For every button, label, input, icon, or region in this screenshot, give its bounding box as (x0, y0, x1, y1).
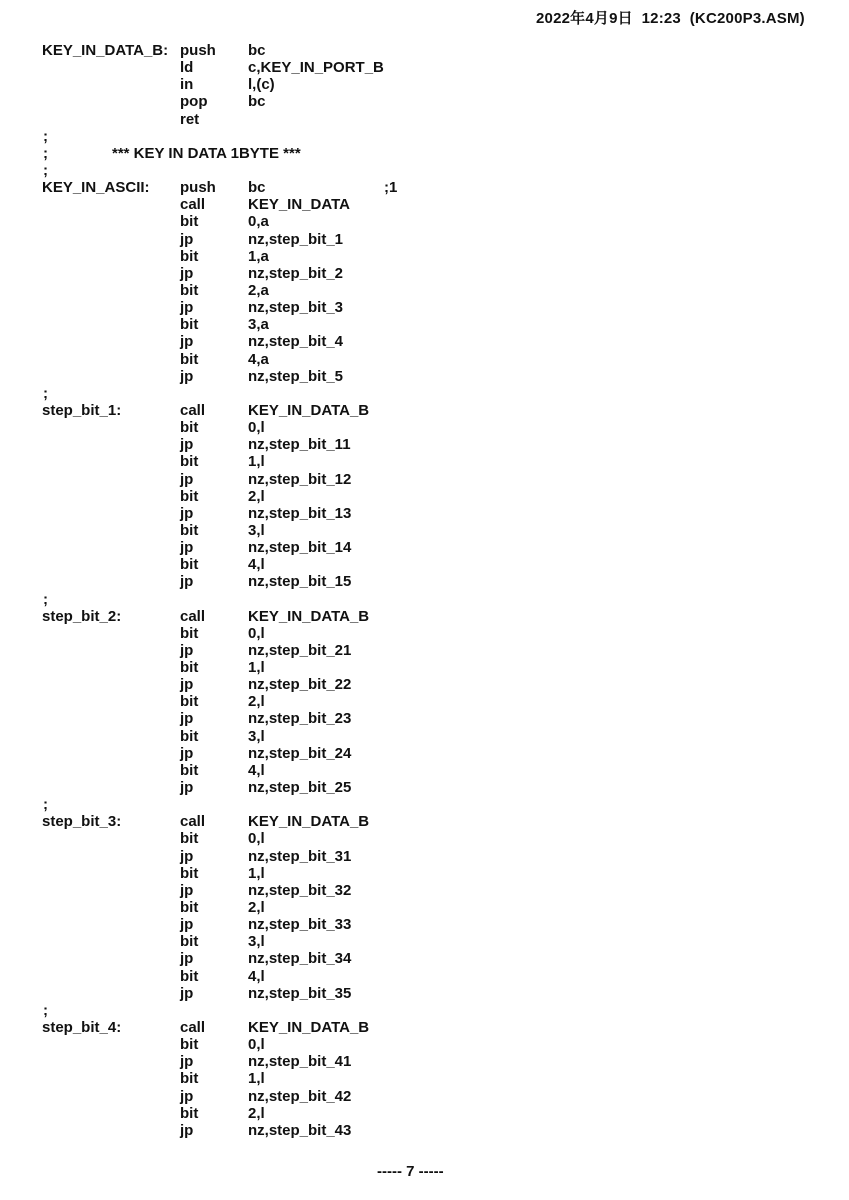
code-line (42, 299, 802, 316)
code-line (42, 282, 802, 299)
code-opcode: jp (180, 641, 194, 659)
header-time: 12:23 (641, 10, 681, 27)
code-operand: KEY_IN_DATA_B (248, 813, 370, 831)
code-operand: nz,step_bit_1 (248, 230, 344, 248)
code-opcode: jp (180, 984, 194, 1002)
code-line (42, 865, 802, 882)
code-opcode: jp (180, 710, 194, 728)
code-label: step_bit_3: (42, 813, 122, 831)
assembly-listing (42, 42, 802, 1139)
comment-marker: ; (43, 590, 48, 608)
code-line (42, 625, 802, 642)
code-opcode: jp (180, 504, 194, 522)
code-line (42, 368, 802, 385)
code-line (42, 265, 802, 282)
code-opcode: jp (180, 847, 194, 865)
code-line (42, 488, 802, 505)
code-label: KEY_IN_ASCII: (42, 179, 150, 197)
code-line (42, 933, 802, 950)
code-label: step_bit_2: (42, 607, 122, 625)
code-opcode: jp (180, 470, 194, 488)
code-operand: 2,a (248, 281, 269, 299)
code-opcode: bit (180, 1070, 199, 1088)
code-opcode: push (180, 42, 216, 59)
code-operand: KEY_IN_DATA_B (248, 401, 370, 419)
code-line (42, 76, 802, 93)
code-line (42, 556, 802, 573)
code-opcode: call (180, 196, 206, 214)
code-opcode: bit (180, 316, 199, 334)
header-date: 2022年4月9日 (536, 10, 633, 27)
code-operand: 0,a (248, 213, 269, 231)
code-line (42, 436, 802, 453)
code-opcode: jp (180, 367, 194, 385)
code-label: step_bit_4: (42, 1019, 122, 1037)
code-operand: 0,l (248, 830, 265, 848)
code-operand: 0,l (248, 1036, 265, 1054)
comment-marker: ; (43, 144, 48, 162)
code-operand: KEY_IN_DATA_B (248, 1019, 370, 1037)
code-opcode: bit (180, 281, 199, 299)
code-operand: nz,step_bit_23 (248, 710, 352, 728)
code-operand: 2,l (248, 487, 265, 505)
code-operand: c,KEY_IN_PORT_B (248, 59, 384, 77)
code-opcode: bit (180, 213, 199, 231)
code-line (42, 796, 802, 813)
code-line (42, 179, 802, 196)
code-operand: nz,step_bit_21 (248, 641, 352, 659)
code-line (42, 1036, 802, 1053)
code-operand: nz,step_bit_3 (248, 299, 344, 317)
code-operand: 2,l (248, 1104, 265, 1122)
code-operand: nz,step_bit_5 (248, 367, 344, 385)
code-label: step_bit_1: (42, 401, 122, 419)
code-opcode: bit (180, 830, 199, 848)
code-opcode: bit (180, 350, 199, 368)
code-operand: nz,step_bit_12 (248, 470, 352, 488)
code-operand: 3,l (248, 727, 265, 745)
page-header (536, 7, 805, 28)
code-operand: nz,step_bit_14 (248, 539, 352, 557)
code-line (42, 162, 802, 179)
code-opcode: jp (180, 1121, 194, 1139)
code-line (42, 1105, 802, 1122)
code-line (42, 248, 802, 265)
code-operand: 1,a (248, 247, 269, 265)
code-line (42, 830, 802, 847)
code-line (42, 505, 802, 522)
code-operand: nz,step_bit_32 (248, 881, 352, 899)
code-operand: 2,l (248, 693, 265, 711)
code-line (42, 899, 802, 916)
code-operand: 4,l (248, 967, 265, 985)
code-line (42, 1053, 802, 1070)
code-opcode: jp (180, 676, 194, 694)
code-line (42, 813, 802, 830)
code-operand: nz,step_bit_2 (248, 264, 344, 282)
code-operand: 2,l (248, 899, 265, 917)
code-label: KEY_IN_DATA_B: (42, 42, 169, 59)
code-operand: nz,step_bit_43 (248, 1121, 352, 1139)
code-line (42, 762, 802, 779)
code-line (42, 591, 802, 608)
comment-marker: ; (43, 1001, 48, 1019)
code-line (42, 676, 802, 693)
code-operand: 0,l (248, 419, 265, 437)
code-opcode: bit (180, 899, 199, 917)
code-line (42, 848, 802, 865)
code-opcode: jp (180, 264, 194, 282)
code-line (42, 745, 802, 762)
code-operand: 4,l (248, 556, 265, 574)
code-line (42, 1070, 802, 1087)
code-line (42, 1002, 802, 1019)
code-line (42, 882, 802, 899)
code-opcode: call (180, 401, 206, 419)
code-line (42, 1019, 802, 1036)
code-operand: nz,step_bit_34 (248, 950, 352, 968)
code-line (42, 93, 802, 110)
code-operand: bc (248, 179, 266, 197)
code-line (42, 385, 802, 402)
code-operand: nz,step_bit_42 (248, 1087, 352, 1105)
code-opcode: bit (180, 521, 199, 539)
code-opcode: jp (180, 744, 194, 762)
code-opcode: bit (180, 419, 199, 437)
code-opcode: bit (180, 967, 199, 985)
code-operand: 4,a (248, 350, 269, 368)
code-line (42, 728, 802, 745)
code-line (42, 419, 802, 436)
code-opcode: jp (180, 436, 194, 454)
code-line (42, 573, 802, 590)
code-operand: bc (248, 42, 266, 59)
code-opcode: bit (180, 1036, 199, 1054)
code-opcode: bit (180, 659, 199, 677)
code-line (42, 710, 802, 727)
code-line (42, 985, 802, 1002)
code-opcode: jp (180, 230, 194, 248)
code-opcode: bit (180, 693, 199, 711)
code-opcode: call (180, 607, 206, 625)
code-operand: nz,step_bit_15 (248, 573, 352, 591)
header-filename: (KC200P3.ASM) (689, 10, 805, 27)
code-operand: 4,l (248, 761, 265, 779)
code-line (42, 539, 802, 556)
code-opcode: bit (180, 864, 199, 882)
code-opcode: pop (180, 93, 208, 111)
comment-marker: ; (43, 161, 48, 179)
code-opcode: bit (180, 933, 199, 951)
code-opcode: bit (180, 1104, 199, 1122)
code-line (42, 1088, 802, 1105)
code-opcode: jp (180, 779, 194, 797)
comment-marker: ; (43, 796, 48, 814)
code-opcode: bit (180, 487, 199, 505)
code-operand: 1,l (248, 659, 265, 677)
code-operand: 1,l (248, 864, 265, 882)
code-operand: nz,step_bit_13 (248, 504, 352, 522)
code-line (42, 196, 802, 213)
code-line (42, 42, 802, 59)
code-opcode: jp (180, 573, 194, 591)
code-operand: l,(c) (248, 76, 275, 94)
code-line (42, 402, 802, 419)
code-line (42, 659, 802, 676)
code-opcode: push (180, 179, 216, 197)
code-operand: 3,l (248, 933, 265, 951)
code-line (42, 213, 802, 230)
code-opcode: bit (180, 727, 199, 745)
code-opcode: jp (180, 539, 194, 557)
code-opcode: bit (180, 556, 199, 574)
code-operand: nz,step_bit_41 (248, 1053, 352, 1071)
code-line (42, 316, 802, 333)
code-opcode: call (180, 1019, 206, 1037)
code-line (42, 111, 802, 128)
code-opcode: jp (180, 299, 194, 317)
code-line (42, 453, 802, 470)
code-operand: nz,step_bit_33 (248, 916, 352, 934)
code-operand: nz,step_bit_24 (248, 744, 352, 762)
code-line (42, 128, 802, 145)
code-opcode: bit (180, 761, 199, 779)
code-operand: 3,l (248, 521, 265, 539)
code-line (42, 779, 802, 796)
code-operand: KEY_IN_DATA_B (248, 607, 370, 625)
code-opcode: jp (180, 881, 194, 899)
code-line (42, 333, 802, 350)
code-line (42, 59, 802, 76)
code-operand: KEY_IN_DATA (248, 196, 350, 214)
code-opcode: bit (180, 453, 199, 471)
code-line (42, 231, 802, 248)
code-operand: 1,l (248, 453, 265, 471)
code-operand: nz,step_bit_11 (248, 436, 351, 454)
code-operand: bc (248, 93, 266, 111)
code-operand: 1,l (248, 1070, 265, 1088)
code-opcode: ld (180, 59, 194, 77)
code-opcode: bit (180, 247, 199, 265)
section-title: *** KEY IN DATA 1BYTE *** (112, 144, 301, 162)
comment-marker: ; (43, 384, 48, 402)
code-opcode: call (180, 813, 206, 831)
code-operand: nz,step_bit_4 (248, 333, 344, 351)
code-operand: nz,step_bit_31 (248, 847, 352, 865)
code-opcode: bit (180, 624, 199, 642)
code-operand: nz,step_bit_25 (248, 779, 352, 797)
code-line (42, 608, 802, 625)
code-line (42, 916, 802, 933)
code-opcode: in (180, 76, 194, 94)
code-line (42, 968, 802, 985)
code-opcode: jp (180, 916, 194, 934)
code-line (42, 522, 802, 539)
code-comment: ;1 (384, 179, 398, 197)
code-operand: nz,step_bit_35 (248, 984, 352, 1002)
code-line (42, 145, 802, 162)
code-line (42, 693, 802, 710)
code-line (42, 950, 802, 967)
code-opcode: jp (180, 1087, 194, 1105)
code-line (42, 642, 802, 659)
code-opcode: ret (180, 110, 200, 128)
comment-marker: ; (43, 127, 48, 145)
page-number: ----- 7 ----- (377, 1163, 444, 1180)
code-line (42, 471, 802, 488)
code-operand: nz,step_bit_22 (248, 676, 352, 694)
code-operand: 3,a (248, 316, 269, 334)
code-opcode: jp (180, 1053, 194, 1071)
code-opcode: jp (180, 333, 194, 351)
code-opcode: jp (180, 950, 194, 968)
code-line (42, 351, 802, 368)
code-line (42, 1122, 802, 1139)
code-operand: 0,l (248, 624, 265, 642)
